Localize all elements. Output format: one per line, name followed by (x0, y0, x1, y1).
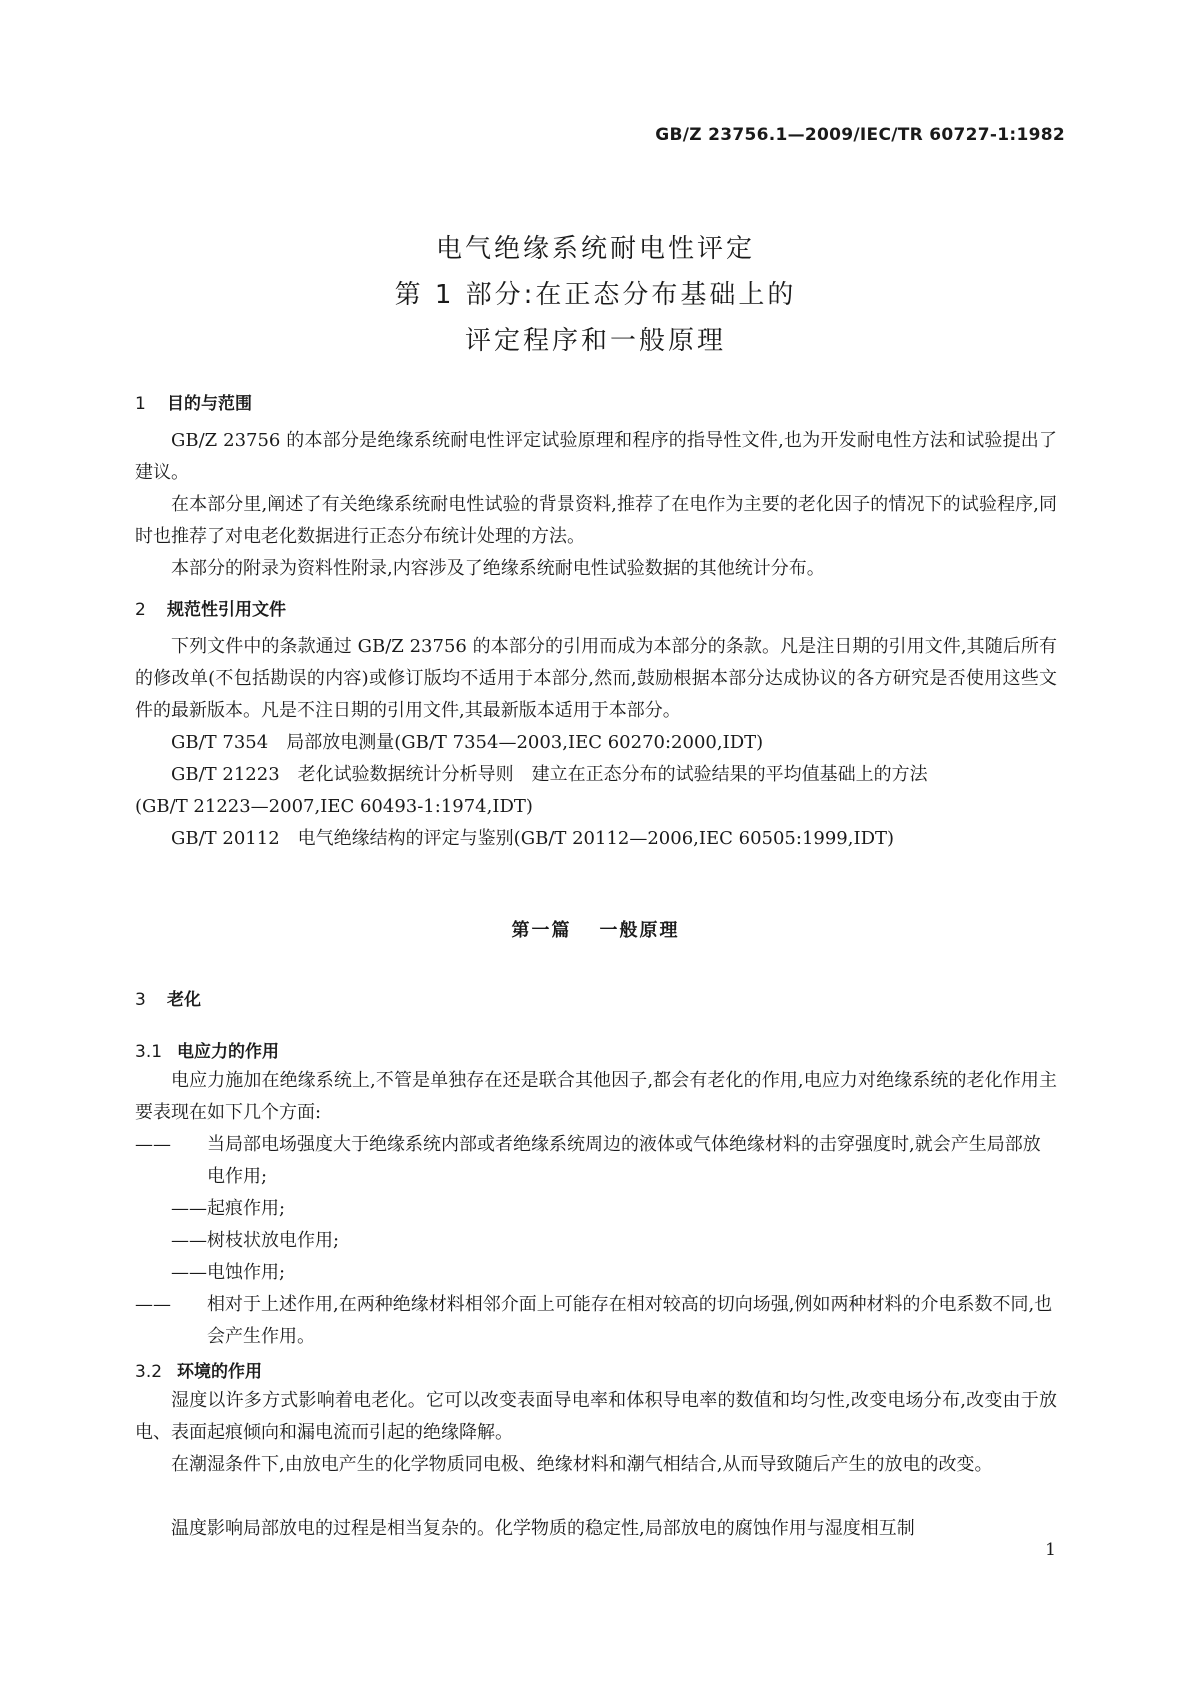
subsection-title: 环境的作用 (177, 1362, 262, 1382)
list-dash: —— (171, 1198, 207, 1219)
standard-code: GB/Z 23756.1—2009/IEC/TR 60727-1:1982 (655, 125, 1065, 145)
section-2-heading (135, 595, 286, 620)
list-item (171, 1225, 1057, 1257)
section-title: 老化 (167, 990, 201, 1010)
section-title: 规范性引用文件 (167, 600, 286, 620)
reference-code: GB/T 21223 (171, 764, 280, 785)
section-1-paragraph-1: GB/Z 23756 的本部分是绝缘系统耐电性评定试验原理和程序的指导性文件,也为开发耐电性方法和试验提出了建议。 (135, 430, 1057, 483)
reference-item (171, 823, 1057, 855)
part-name: 一般原理 (599, 920, 680, 941)
title-line-1: 电气绝缘系统耐电性评定 (435, 234, 755, 264)
title-line-3: 评定程序和一般原理 (464, 326, 726, 356)
reference-item (171, 727, 1057, 759)
list-item (171, 1257, 1057, 1289)
list-item (135, 1129, 1057, 1193)
reference-code: GB/T 20112 (171, 828, 280, 849)
section-number: 1 (135, 394, 146, 414)
title-line-2: 第 1 部分:在正态分布基础上的 (394, 280, 797, 310)
subsection-3-2-paragraph-2: 在潮湿条件下,由放电产生的化学物质同电极、绝缘材料和潮气相结合,从而导致随后产生的放电的改变。 (171, 1454, 993, 1475)
reference-title: 老化试验数据统计分析导则 建立在正态分布的试验结果的平均值基础上的方法 (297, 764, 928, 785)
list-item-text: 当局部电场强度大于绝缘系统内部或者绝缘系统周边的液体或气体绝缘材料的击穿强度时,就会产生局部放电作用; (207, 1134, 1041, 1187)
section-number: 2 (135, 600, 146, 620)
subsection-3-2-paragraph-3: 温度影响局部放电的过程是相当复杂的。化学物质的稳定性,局部放电的腐蚀作用与湿度相互制 (171, 1518, 915, 1539)
list-dash: —— (135, 1134, 171, 1155)
section-title: 目的与范围 (167, 394, 252, 414)
section-1-paragraph-3: 本部分的附录为资料性附录,内容涉及了绝缘系统耐电性试验数据的其他统计分布。 (171, 558, 825, 579)
subsection-3-2-paragraph-1: 湿度以许多方式影响着电老化。它可以改变表面导电率和体积导电率的数值和均匀性,改变电场分布,改变由于放电、表面起痕倾向和漏电流而引起的绝缘降解。 (135, 1390, 1057, 1443)
list-item-text: 树枝状放电作用; (207, 1230, 340, 1251)
list-dash: —— (135, 1294, 171, 1315)
reference-title: 电气绝缘结构的评定与鉴别(GB/T 20112—2006,IEC 60505:1999,IDT) (297, 828, 895, 849)
list-item (135, 1289, 1057, 1353)
section-1-paragraph-2: 在本部分里,阐述了有关绝缘系统耐电性试验的背景资料,推荐了在电作为主要的老化因子的情况下的试验程序,同时也推荐了对电老化数据进行正态分布统计处理的方法。 (135, 494, 1057, 547)
section-number: 3 (135, 990, 146, 1010)
list-item-text: 相对于上述作用,在两种绝缘材料相邻介面上可能存在相对较高的切向场强,例如两种材料的介电系数不同,也会产生作用。 (207, 1294, 1053, 1347)
subsection-number: 3.2 (135, 1362, 163, 1382)
reference-continuation: (GB/T 21223—2007,IEC 60493-1:1974,IDT) (135, 796, 533, 817)
part-label: 第一篇 (511, 920, 572, 941)
list-item-text: 起痕作用; (207, 1198, 286, 1219)
list-dash: —— (171, 1262, 207, 1283)
section-1-heading (135, 389, 252, 414)
reference-item (171, 759, 1057, 791)
list-item (171, 1193, 1057, 1225)
reference-code: GB/T 7354 (171, 732, 269, 753)
part-heading (0, 916, 1191, 942)
section-2-paragraph-1: 下列文件中的条款通过 GB/Z 23756 的本部分的引用而成为本部分的条款。凡是注日期的引用文件,其随后所有的修改单(不包括勘误的内容)或修订版均不适用于本部分,然而,鼓励根据本部分达成协议的各方研究是否使用这些文件的最新版本。凡是不注日期的引用文件,其最新版本适用于本部分。 (135, 636, 1057, 721)
subsection-number: 3.1 (135, 1042, 163, 1062)
page-number: 1 (1045, 1540, 1056, 1560)
subsection-3-2-heading (135, 1357, 262, 1382)
reference-title: 局部放电测量(GB/T 7354—2003,IEC 60270:2000,IDT) (286, 732, 764, 753)
subsection-3-1-paragraph: 电应力施加在绝缘系统上,不管是单独存在还是联合其他因子,都会有老化的作用,电应力对绝缘系统的老化作用主要表现在如下几个方面: (135, 1070, 1057, 1123)
list-dash: —— (171, 1230, 207, 1251)
subsection-title: 电应力的作用 (177, 1042, 279, 1062)
list-item-text: 电蚀作用; (207, 1262, 286, 1283)
section-3-heading (135, 985, 201, 1010)
subsection-3-1-heading (135, 1037, 279, 1062)
